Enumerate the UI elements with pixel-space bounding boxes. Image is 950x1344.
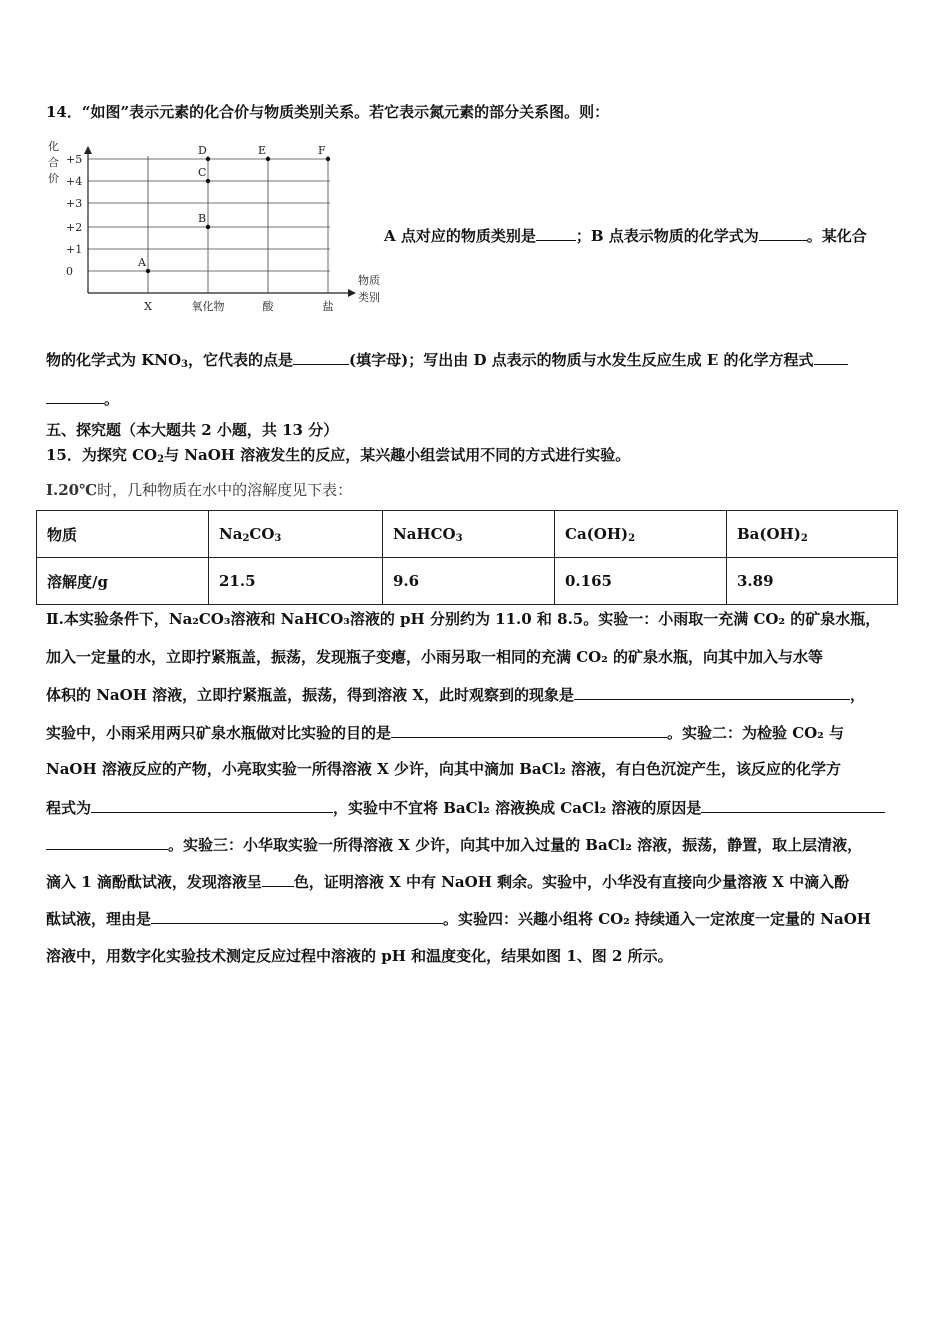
point-E — [266, 157, 270, 161]
blank-category[interactable] — [536, 225, 576, 241]
point-label-D: D — [198, 144, 207, 157]
p2-line3-text: 体积的 NaOH 溶液，立即拧紧瓶盖，振荡，得到溶液 X，此时观察到的现象是 — [46, 686, 574, 704]
solubility-table — [36, 510, 898, 605]
ylabel-char-2: 合 — [48, 156, 59, 169]
point-B — [206, 225, 210, 229]
p2-line6-a: 程式为 — [46, 799, 92, 817]
blank-equation-2[interactable] — [91, 797, 333, 813]
p2-line4-end: 。实验二：为检验 CO₂ 与 — [667, 724, 845, 742]
p2-line3 — [46, 684, 865, 705]
y-tick-label: +1 — [66, 243, 83, 256]
blank-color[interactable] — [262, 871, 294, 887]
p2-line10: 溶液中，用数字化实验技术测定反应过程中溶液的 pH 和温度变化，结果如图 1、图 2 所示。 — [46, 947, 673, 965]
y-tick-label: 0 — [66, 265, 73, 278]
q15-intro: 15．为探究 $CO_2$与 NaOH 溶液发生的反应，某兴趣小组尝试用不同的方式进行实验。 — [46, 446, 631, 465]
q14-line2: 物的化学式为 $KNO_3$，它代表的点是 (填字母)；写出由 D 点表示的物质与水发生反应生成 E 的化学方程式 — [46, 349, 848, 370]
blank-reason[interactable] — [701, 797, 885, 813]
xlabel-bottom: 类别 — [358, 291, 380, 304]
y-tick-label: +5 — [66, 153, 83, 166]
q14-line2-b: ，它代表的点是 — [188, 351, 294, 369]
table-cell: 21.5 — [209, 558, 383, 605]
blank-equation-cont[interactable] — [46, 388, 104, 404]
table-cell: 3.89 — [727, 558, 898, 605]
table-header-cell: $Ca(OH)_2$ — [555, 511, 727, 558]
q15-part1-rest: 时，几种物质在水中的溶解度见下表： — [97, 481, 353, 499]
y-axis-title — [48, 139, 59, 185]
table-header-cell: 物质 — [37, 511, 209, 558]
point-C — [206, 179, 210, 183]
blank-reason-2[interactable] — [151, 908, 443, 924]
point-label-E: E — [258, 144, 267, 157]
blank-purpose[interactable] — [391, 722, 667, 738]
data-points — [137, 144, 330, 273]
point-label-B: B — [198, 212, 207, 225]
point-A — [146, 269, 150, 273]
p2-line4 — [46, 722, 844, 743]
table-header-cell: $Na_2CO_3$ — [209, 511, 383, 558]
q14-side-b: ；B 点表示物质的化学式为 — [575, 227, 759, 245]
y-tick-label: +3 — [66, 197, 83, 210]
y-tick-label: +4 — [66, 175, 83, 188]
q14-line2-a: 物的化学式为 KNO — [46, 351, 182, 369]
y-tick-label: +2 — [66, 221, 83, 234]
x-axis-arrow — [348, 289, 356, 297]
q14-side-text — [384, 225, 867, 246]
q15-part1-bold: Ⅰ.20℃ — [46, 481, 98, 499]
x-tick-labels — [144, 299, 333, 313]
p2-line7 — [46, 834, 862, 855]
blank-phenomenon[interactable] — [574, 684, 850, 700]
q14-side-a: A 点对应的物质类别是 — [384, 227, 536, 245]
blank-equation[interactable] — [814, 349, 848, 365]
table-cell: 0.165 — [555, 558, 727, 605]
ylabel-char-1: 化 — [48, 140, 59, 153]
table-header-row — [37, 511, 898, 558]
point-label-C: C — [198, 166, 207, 179]
table-cell: 9.6 — [383, 558, 555, 605]
p2-line4-text: 实验中，小雨采用两只矿泉水瓶做对比实验的目的是 — [46, 724, 392, 742]
p2-line8-a: 滴入 1 滴酚酞试液，发现溶液呈 — [46, 873, 262, 891]
p2-line9 — [46, 908, 871, 929]
q15-intro-a: 15．为探究 CO — [46, 446, 158, 464]
section5-title: 五、探究题（本大题共 2 小题，共 13 分） — [46, 421, 339, 439]
table-row — [37, 558, 898, 605]
chart-grid — [88, 156, 330, 293]
point-label-A: A — [138, 256, 146, 269]
q15-part1 — [46, 480, 352, 500]
p2-line5: NaOH 溶液反应的产物，小亮取实验一所得溶液 X 少许，向其中滴加 BaCl₂ 溶液，有白色沉淀产生，该反应的化学方 — [46, 760, 842, 778]
p2-line9-a: 酞试液，理由是 — [46, 910, 152, 928]
x-tick-label: 氧化物 — [191, 300, 225, 313]
valence-category-chart — [40, 138, 390, 318]
p2-line7-text: 。实验三：小华取实验一所得溶液 X 少许，向其中加入过量的 BaCl₂ 溶液，振荡，静置，取上层清液， — [168, 836, 863, 854]
p2-line9-b: 。实验四：兴趣小组将 CO₂ 持续通入一定浓度一定量的 NaOH — [443, 910, 871, 928]
point-F — [326, 157, 330, 161]
point-label-F: F — [318, 144, 326, 157]
q14-side-c: 。某化合 — [806, 227, 867, 245]
q14-intro: 14．“如图”表示元素的化合价与物质类别关系。若它表示氮元素的部分关系图。则： — [46, 103, 610, 121]
table-row-label: 溶解度/g — [37, 558, 209, 605]
table-header-cell: $Ba(OH)_2$ — [727, 511, 898, 558]
x-tick-label: 盐 — [322, 300, 334, 313]
p2-line6-b: ，实验中不宜将 BaCl₂ 溶液换成 CaCl₂ 溶液的原因是 — [333, 799, 702, 817]
x-tick-label: X — [144, 300, 152, 313]
p2-line3-end: ， — [849, 686, 865, 704]
y-tick-labels — [66, 153, 82, 278]
q14-line3 — [46, 388, 119, 409]
p2-line1: Ⅱ.本实验条件下，Na₂CO₃溶液和 NaHCO₃溶液的 pH 分别约为 11.0 和 8.5。实验一：小雨取一充满 CO₂ 的矿泉水瓶， — [46, 610, 881, 628]
x-tick-label: 酸 — [262, 300, 274, 313]
q14-line3-end: 。 — [104, 390, 120, 408]
table-header-cell: NaHCO$_3$ — [383, 511, 555, 558]
xlabel-top: 物质 — [358, 274, 380, 287]
q14-line2-c: (填字母)；写出由 D 点表示的物质与水发生反应生成 E 的化学方程式 — [349, 351, 814, 369]
blank-point[interactable] — [293, 349, 349, 365]
ylabel-char-3: 价 — [48, 172, 59, 185]
chart-axes — [84, 146, 356, 297]
q15-intro-b: 与 NaOH 溶液发生的反应，某兴趣小组尝试用不同的方式进行实验。 — [164, 446, 631, 464]
blank-formula-b[interactable] — [759, 225, 807, 241]
point-D — [206, 157, 210, 161]
p2-line8-b: 色，证明溶液 X 中有 NaOH 剩余。实验中，小华没有直接向少量溶液 X 中滴入酚 — [293, 873, 850, 891]
p2-line6 — [46, 797, 885, 818]
y-axis-arrow — [84, 146, 92, 154]
blank-reason-cont[interactable] — [46, 834, 168, 850]
p2-line8 — [46, 871, 849, 892]
p2-line2: 加入一定量的水，立即拧紧瓶盖，振荡，发现瓶子变瘪，小雨另取一相同的充满 CO₂ 的矿泉水瓶，向其中加入与水等 — [46, 648, 824, 666]
